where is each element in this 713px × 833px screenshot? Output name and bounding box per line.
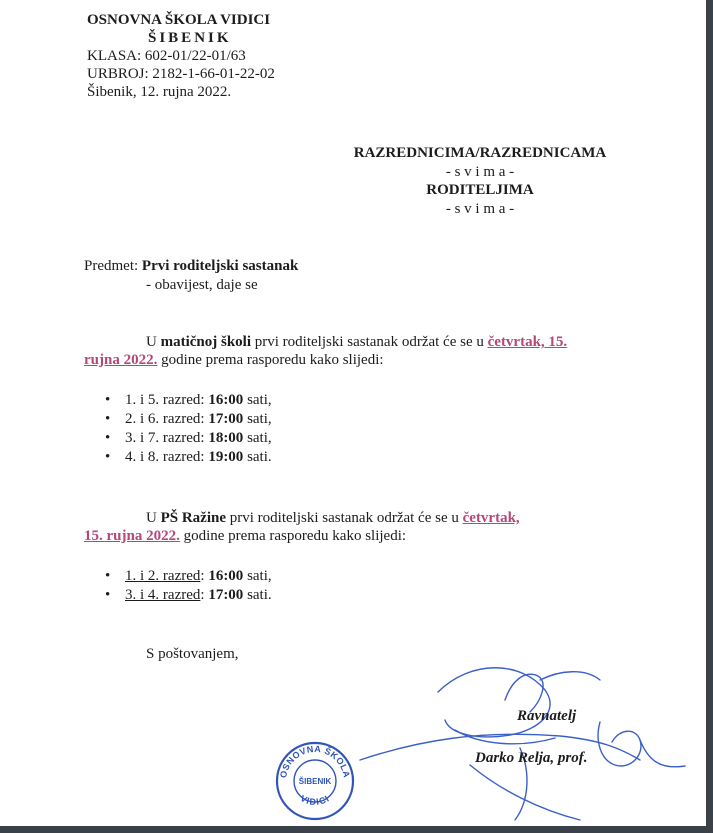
school-name: OSNOVNA ŠKOLA VIDICI bbox=[87, 12, 271, 28]
subject-prefix: Predmet: bbox=[84, 258, 142, 274]
list-item: • 2. i 6. razred: 17:00 sati, bbox=[105, 410, 272, 429]
section2-date-b: 15. rujna 2022. bbox=[84, 528, 180, 544]
section1-text-c: godine prema rasporedu kako slijedi: bbox=[157, 352, 384, 368]
recipient-parents: RODITELJIMA bbox=[426, 182, 534, 198]
stamp-center-text: ŠIBENIK bbox=[298, 777, 332, 786]
recipient-all-1: - s v i m a - bbox=[445, 164, 515, 180]
svg-text:OSNOVNA ŠKOLA bbox=[278, 744, 352, 779]
signatory-role: Ravnatelj bbox=[517, 708, 577, 724]
list-item: • 3. i 7. razred: 18:00 sati, bbox=[105, 429, 272, 448]
section1-place: matičnoj školi bbox=[160, 334, 252, 350]
urbroj-line: URBROJ: 2182-1-66-01-22-02 bbox=[87, 66, 275, 82]
recipient-all-2: - s v i m a - bbox=[445, 201, 515, 217]
section2-text-c: godine prema rasporedu kako slijedi: bbox=[179, 528, 407, 544]
subject-note: - obavijest, daje se bbox=[146, 277, 258, 293]
list-item: • 1. i 5. razred: 16:00 sati, bbox=[105, 391, 272, 410]
signatory-name: Darko Relja, prof. bbox=[475, 750, 588, 766]
closing-greeting: S poštovanjem, bbox=[146, 646, 239, 662]
official-stamp bbox=[274, 740, 356, 822]
klasa-line: KLASA: 602-01/22-01/63 bbox=[87, 48, 246, 64]
stamp-bottom-text: VIDICI bbox=[298, 793, 332, 808]
section1-text-b: prvi roditeljski sastanak održat će se u bbox=[251, 334, 488, 350]
svg-text:VIDICI bbox=[299, 793, 332, 807]
section2-text-a: U bbox=[146, 510, 161, 526]
document-date: Šibenik, 12. rujna 2022. bbox=[87, 84, 232, 100]
section2-date-a: četvrtak, bbox=[462, 510, 520, 526]
stamp-top-text: OSNOVNA ŠKOLA bbox=[278, 743, 352, 779]
school-city: ŠIBENIK bbox=[148, 30, 232, 46]
list-item: • 4. i 8. razred: 19:00 sati. bbox=[105, 448, 272, 467]
recipient-teachers: RAZREDNICIMA/RAZREDNICAMA bbox=[353, 145, 607, 161]
section2-place: PŠ Ražine bbox=[160, 510, 227, 526]
section2-text-b: prvi roditeljski sastanak održat će se u bbox=[226, 510, 463, 526]
section1-text-a: U bbox=[146, 334, 161, 350]
subject-title: Prvi roditeljski sastanak bbox=[141, 258, 299, 274]
section1-date-b: rujna 2022. bbox=[84, 352, 158, 368]
section1-date-a: četvrtak, 15. bbox=[487, 334, 568, 350]
list-item: • 1. i 2. razred: 16:00 sati, bbox=[105, 567, 272, 586]
list-item: • 3. i 4. razred: 17:00 sati. bbox=[105, 586, 272, 605]
